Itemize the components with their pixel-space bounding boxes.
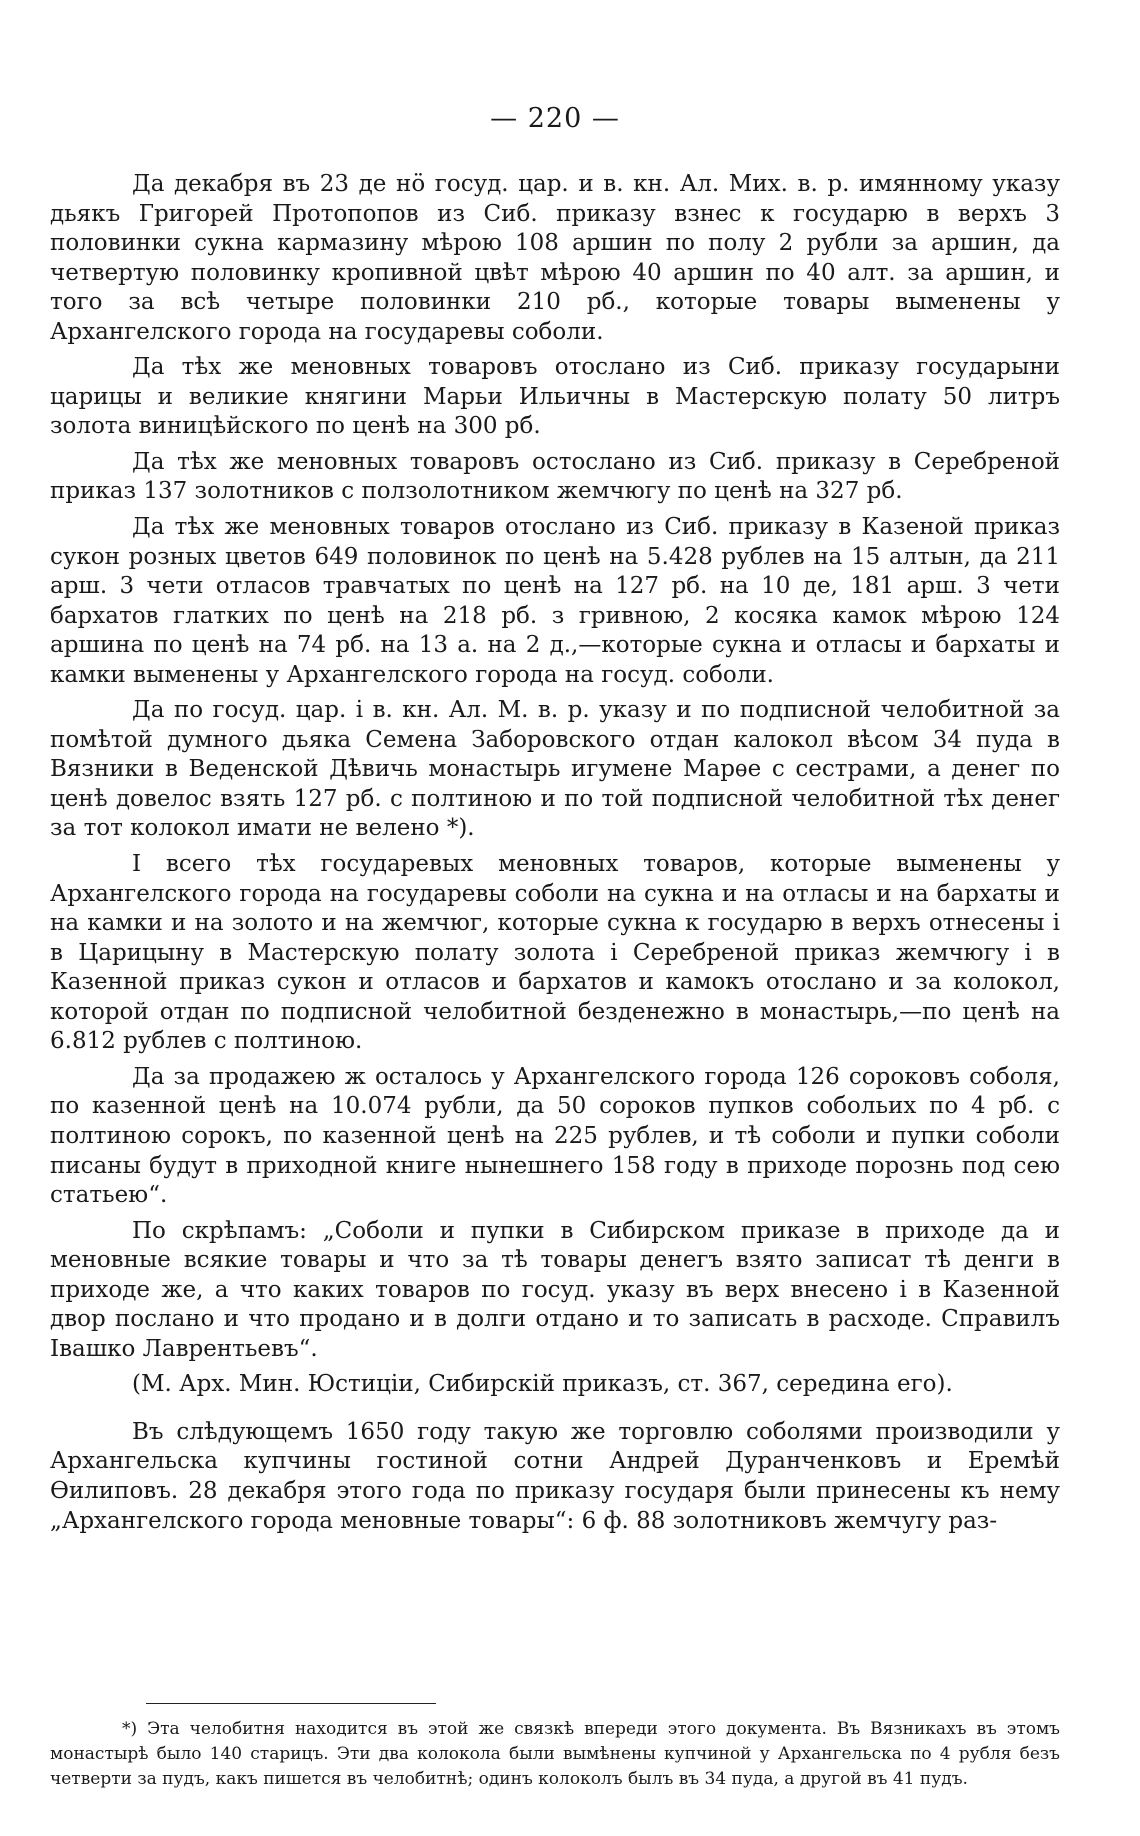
- footnote-divider: [146, 1703, 436, 1704]
- footnote: *) Эта челобитня находится въ этой же связкѣ впереди этого документа. Въ Вязникахъ въ этомъ монастырѣ было 140 старицъ. Эти два колокола были вымѣнены купчиной у Архангельска по 4 рубля безъ четверти за пудъ, какъ пишется въ челобитнѣ; одинъ колоколъ былъ въ 34 пуда, а другой въ 41 пудъ.: [50, 1719, 1060, 1789]
- paragraph-4: Да тѣх же меновных товаров отослано из Сиб. приказу в Казеной приказ сукон розных цветов 649 половинок по ценѣ на 5.428 рублев на 15 алтын, да 211 арш. 3 чети отласов травчатых по ценѣ на 127 рб. на 10 де, 181 арш. 3 чети бархатов глатких по ценѣ на 218 рб. з гривною, 2 косяка камок мѣрою 124 аршина по ценѣ на 74 рб. на 13 а. на 2 д.,—которые сукна и отласы и бархаты и камки выменены у Архангелского города на госуд. соболи.: [50, 514, 1060, 688]
- paragraph-3: Да тѣх же меновных товаровъ остослано из Сиб. приказу в Серебреной приказ 137 золотников с ползолотником жемчюгу по ценѣ на 327 рб.: [50, 448, 1060, 505]
- paragraph-1: Да декабря въ 23 де нӧ госуд. цар. и в. кн. Ал. Мих. в. р. имянному указу дьякъ Григорей Протопопов из Сиб. приказу взнес к государю в верхъ 3 половинки сукна кармазину мѣрою 108 аршин по полу 2 рубли за аршин, да четвертую половинку кропивной цвѣт мѣрою 40 аршин по 40 алт. за аршин, и того за всѣ четыре половинки 210 рб., которые товары выменены у Архангелского города на государевы соболи.: [50, 171, 1060, 345]
- paragraph-10: Въ слѣдующемъ 1650 году такую же торговлю соболями производили у Архангельска купчины гостиной сотни Андрей Дуранченковъ и Еремѣй Ѳилиповъ. 28 декабря этого года по приказу государя были принесены къ нему „Архангелского города меновные товары“: 6 ф. 88 золотниковъ жемчугу раз-: [50, 1418, 1060, 1534]
- source-citation: (М. Арх. Мин. Юстиціи, Сибирскій приказъ, ст. 367, середина его).: [132, 1371, 953, 1398]
- paragraph-7: Да за продажею ж осталось у Архангелского города 126 сороковъ соболя, по казенной ценѣ на 10.074 рубли, да 50 сороков пупков собольих по 4 рб. с полтиною сорокъ, по казенной ценѣ на 225 рублев, и тѣ соболи и пупки соболи писаны будут в приходной книге нынешнего 158 году в приходе порознь под сею статьею“.: [50, 1063, 1060, 1209]
- paragraph-5: Да по госуд. цар. і в. кн. Ал. М. в. р. указу и по подписной челобитной за помѣтой думного дьяка Семена Заборовского отдан калокол вѣсом 34 пуда в Вязники в Веденской Дѣвичь монастырь игумене Марѳе с сестрами, а денег по ценѣ довелос взять 127 рб. с полтиною и по той подписной челобитной тѣх денег за тот колокол имати не велено *).: [50, 697, 1060, 842]
- document-page: [50, 0, 1060, 1836]
- paragraph-6: І всего тѣх государевых меновных товаров, которые выменены у Архангелского города на государевы соболи на сукна и на отласы и на бархаты и на камки и на золото и на жемчюг, которые сукна к государю в верхъ отнесены і в Царицыну в Мастерскую полату золота і Серебреной приказ жемчюгу і в Казенной приказ сукон и отласов и бархатов и камокъ отослано и за колокол, которой отдан по подписной челобитной безденежно в монастырь,—по ценѣ на 6.812 рублев с полтиною.: [50, 851, 1060, 1055]
- paragraph-2: Да тѣх же меновных товаровъ отослано из Сиб. приказу государыни царицы и великие княгини Марьи Ильичны в Мастерскую полату 50 литръ золота виницѣйского по ценѣ на 300 рб.: [50, 354, 1060, 440]
- main-text: [50, 170, 1060, 1542]
- paragraph-8: По скрѣпамъ: „Соболи и пупки в Сибирском приказе в приходе да и меновные всякие товары и что за тѣ товары денегъ взято записат тѣ денги в приходе же, а что каких товаров по госуд. указу въ верх внесено і в Казенной двор послано и что продано и в долги отдано и то записать в расходе. Справилъ Івашко Лаврентьевъ“.: [50, 1217, 1060, 1362]
- page-number: — 220 —: [490, 103, 620, 134]
